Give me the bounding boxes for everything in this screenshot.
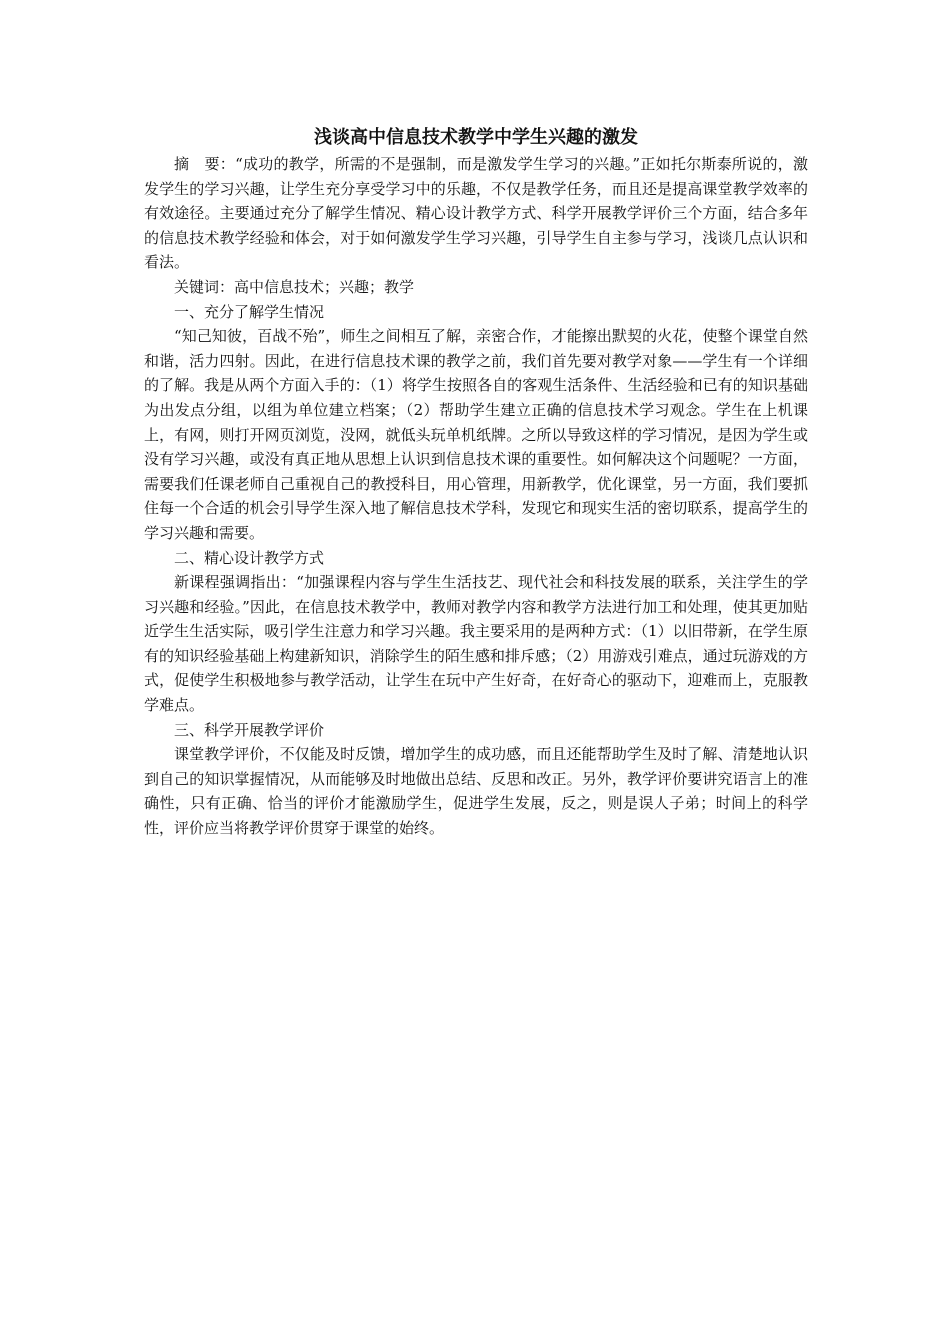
- section-2-body: 新课程强调指出：“加强课程内容与学生生活技艺、现代社会和科技发展的联系，关注学生的学习兴趣和经验。”因此，在信息技术教学中，教师对教学内容和教学方法进行加工和处理，使其更加贴近学生生活实际，吸引学生注意力和学习兴趣。我主要采用的是两种方式：（1）以旧带新，在学生原有的知识经验基础上构建新知识，消除学生的陌生感和排斥感；（2）用游戏引难点，通过玩游戏的方式，促使学生积极地参与教学活动，让学生在玩中产生好奇，在好奇心的驱动下，迎难而上，克服教学难点。: [144, 573, 808, 715]
- abstract-paragraph: 摘 要：“成功的教学，所需的不是强制，而是激发学生学习的兴趣。”正如托尔斯泰所说的，激发学生的学习兴趣，让学生充分享受学习中的乐趣，不仅是教学任务，而且还是提高课堂教学效率的有效途径。主要通过充分了解学生情况、精心设计教学方式、科学开展教学评价三个方面，结合多年的信息技术教学经验和体会，对于如何激发学生学习兴趣，引导学生自主参与学习，浅谈几点认识和看法。: [144, 155, 808, 272]
- section-1-heading: 一、充分了解学生情况: [174, 302, 325, 321]
- section-3-body: 课堂教学评价，不仅能及时反馈，增加学生的成功感，而且还能帮助学生及时了解、清楚地认识到自己的知识掌握情况，从而能够及时地做出总结、反思和改正。另外，教学评价要讲究语言上的准确性，只有正确、恰当的评价才能激励学生，促进学生发展，反之，则是误人子弟；时间上的科学性，评价应当将教学评价贯穿于课堂的始终。: [144, 745, 808, 838]
- section-1-body: “知己知彼，百战不殆”，师生之间相互了解，亲密合作，才能擦出默契的火花，使整个课堂自然和谐，活力四射。因此，在进行信息技术课的教学之前，我们首先要对教学对象——学生有一个详细的了解。我是从两个方面入手的：（1）将学生按照各自的客观生活条件、生活经验和已有的知识基础为出发点分组，以组为单位建立档案；（2）帮助学生建立正确的信息技术学习观念。学生在上机课上，有网，则打开网页浏览，没网，就低头玩单机纸牌。之所以导致这样的学习情况，是因为学生或没有学习兴趣，或没有真正地从思想上认识到信息技术课的重要性。如何解决这个问题呢？一方面，需要我们任课老师自己重视自己的教授科目，用心管理，用新教学，优化课堂，另一方面，我们要抓住每一个合适的机会引导学生深入地了解信息技术学科，发现它和现实生活的密切联系，提高学生的学习兴趣和需要。: [144, 327, 808, 542]
- keywords-line: 关键词：高中信息技术；兴趣；教学: [174, 277, 415, 296]
- document-page: [144, 124, 808, 841]
- section-2-heading: 二、精心设计教学方式: [174, 548, 325, 567]
- document-title: 浅谈高中信息技术教学中学生兴趣的激发: [314, 127, 638, 148]
- section-3-heading: 三、科学开展教学评价: [174, 720, 325, 739]
